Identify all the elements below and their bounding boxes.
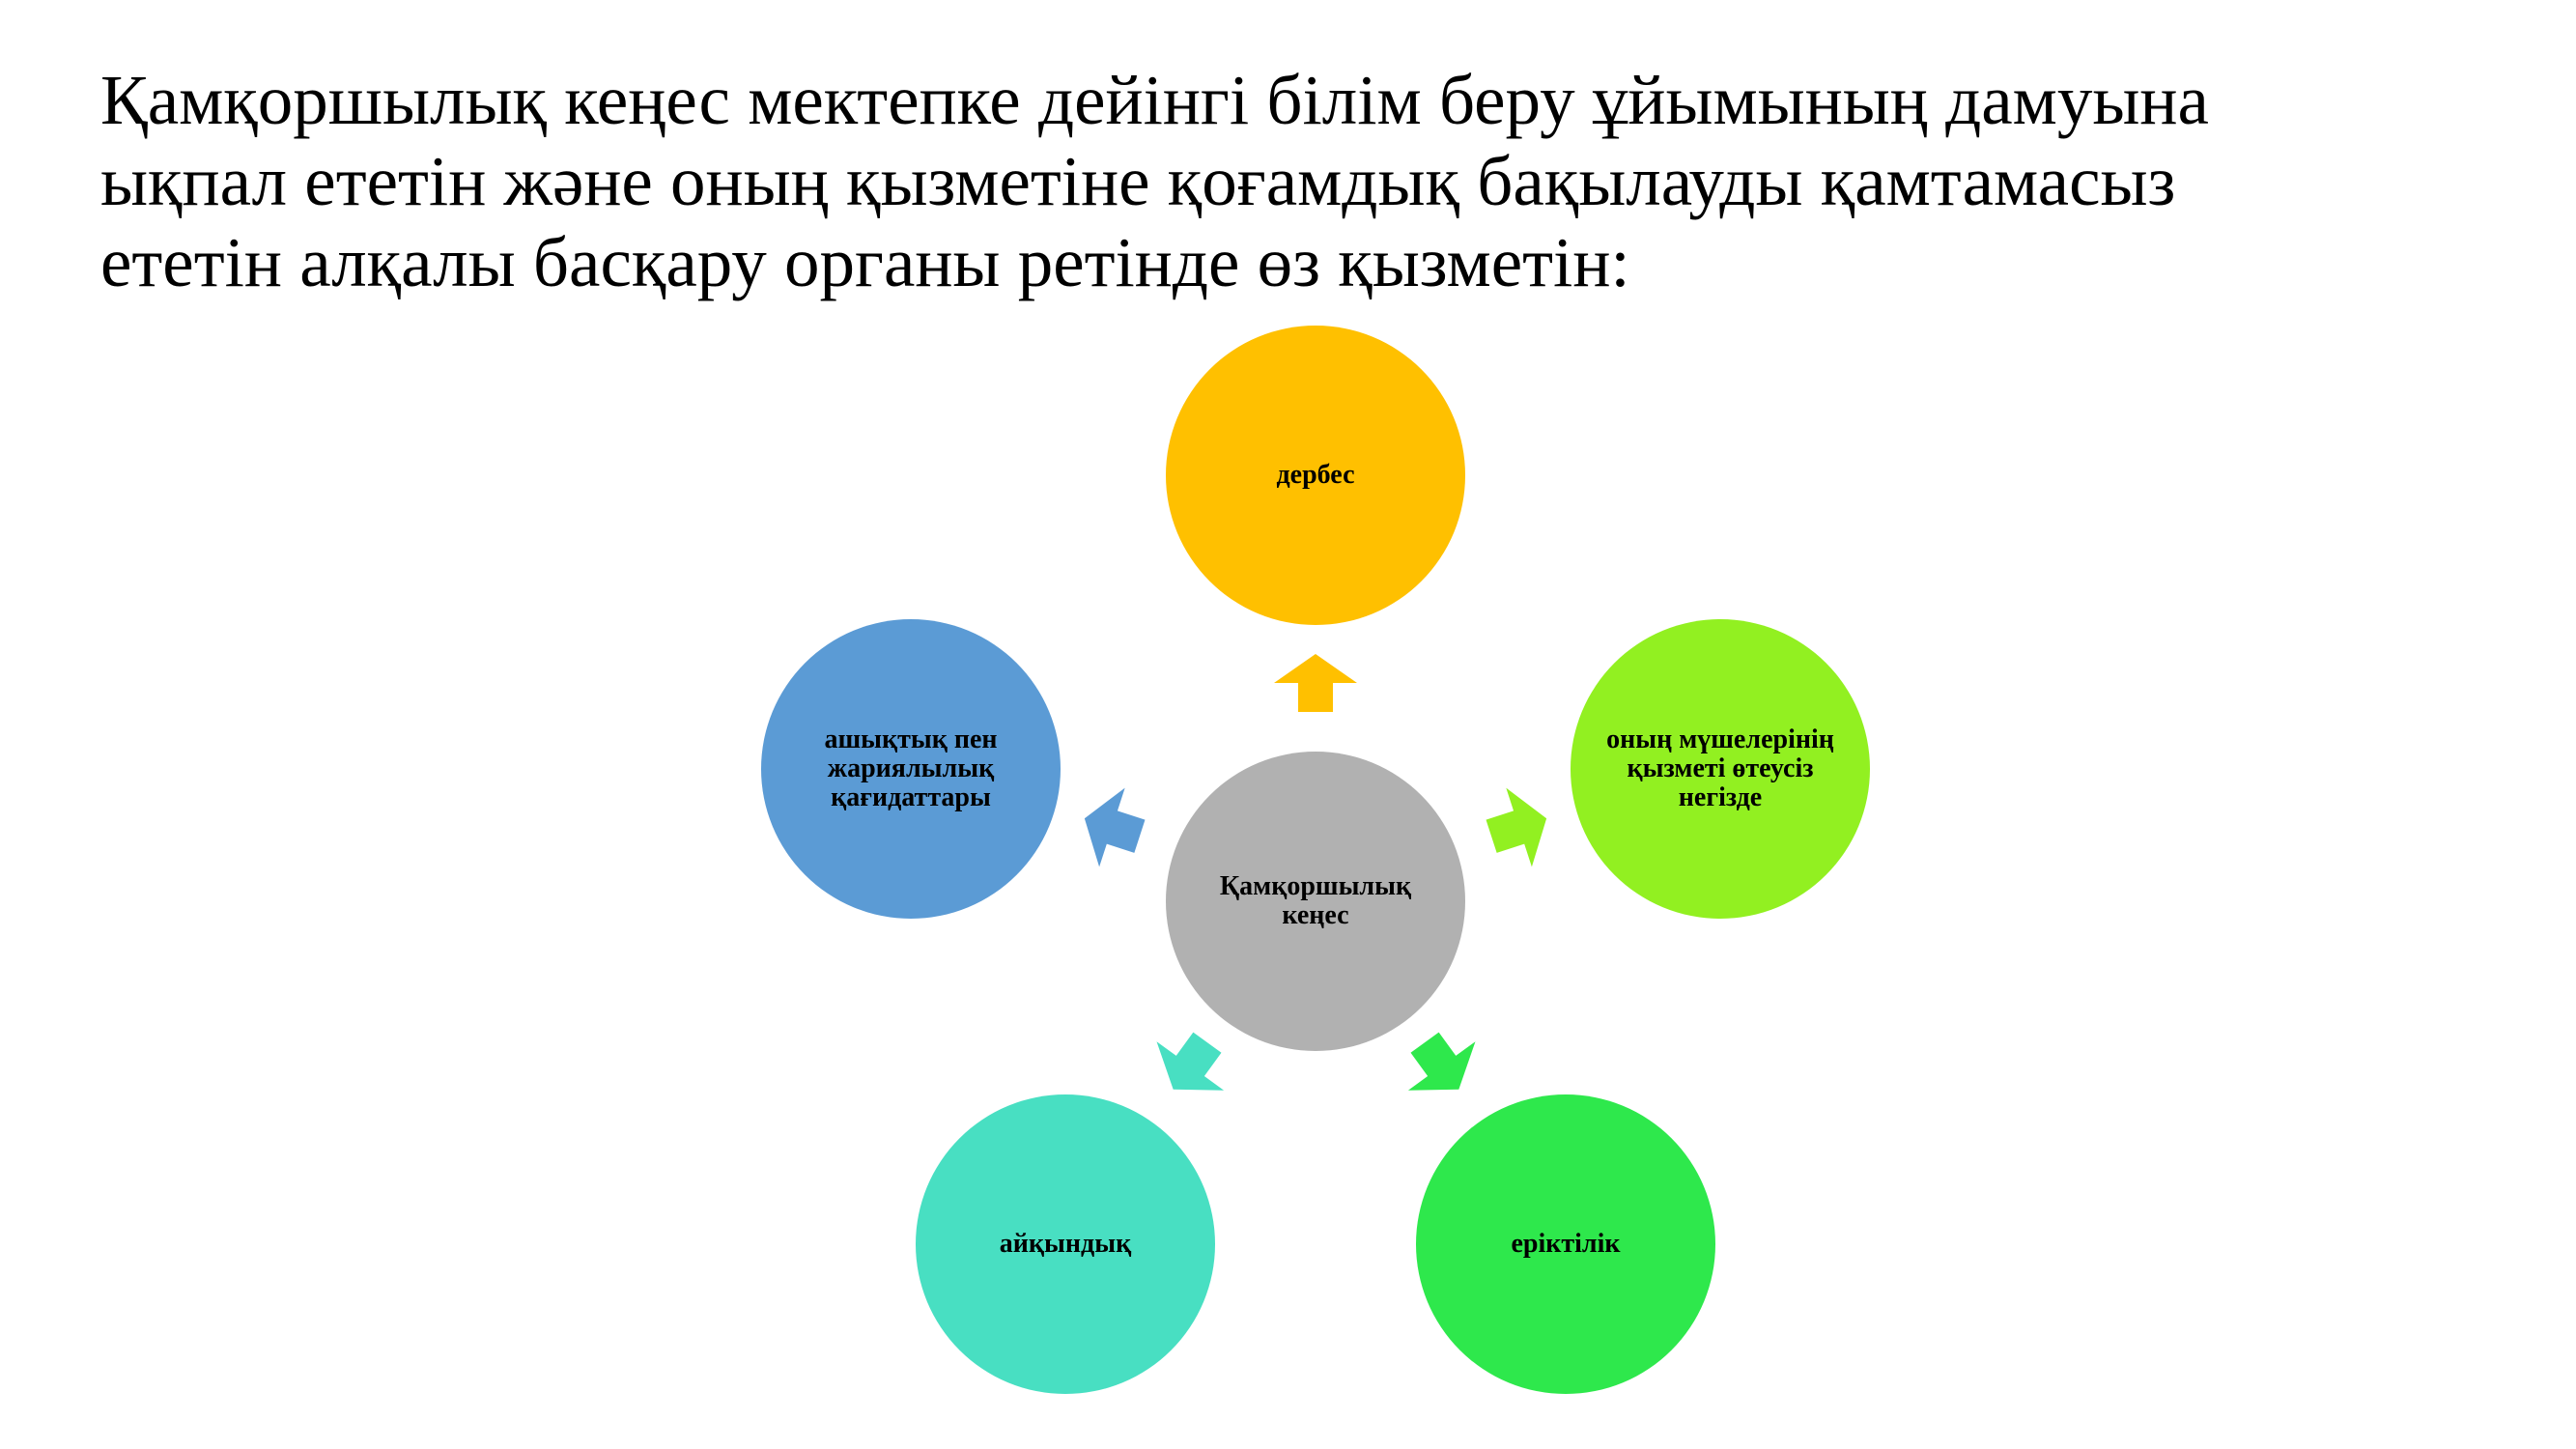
node-top-label: дербес [1276,460,1355,490]
node-bottom-right [1416,1094,1715,1394]
arrow-to-right [1479,779,1560,875]
node-right-label: оның мүшелерінің қызметі өтеусіз негізде [1606,724,1834,812]
title-line-2: ықпал ететін және оның қызметіне қоғамдық бақылауды қамтамасыз [100,142,2176,220]
node-bottom-left-label: айқындық [999,1229,1132,1259]
title-line-3: ететін алқалы басқару органы ретінде өз қызметін: [100,223,1630,301]
node-top [1166,326,1465,625]
arrow-to-bottom-left [1140,1018,1241,1114]
node-bottom-right-label: еріктілік [1511,1229,1621,1259]
arrow-to-top [1274,654,1357,712]
title-line-1: Қамқоршылық кеңес мектепке дейінгі білім беру ұйымының дамуына [100,61,2209,139]
node-right [1571,619,1870,919]
arrow-to-left [1072,779,1153,875]
node-bottom-left [916,1094,1215,1394]
node-left-label: ашықтық пен жариялылық қағидаттары [824,724,998,812]
arrow-to-bottom-right [1391,1018,1492,1114]
node-center-label: Қамқоршылық кеңес [1219,871,1412,930]
node-left [761,619,1061,919]
node-center [1166,752,1465,1051]
